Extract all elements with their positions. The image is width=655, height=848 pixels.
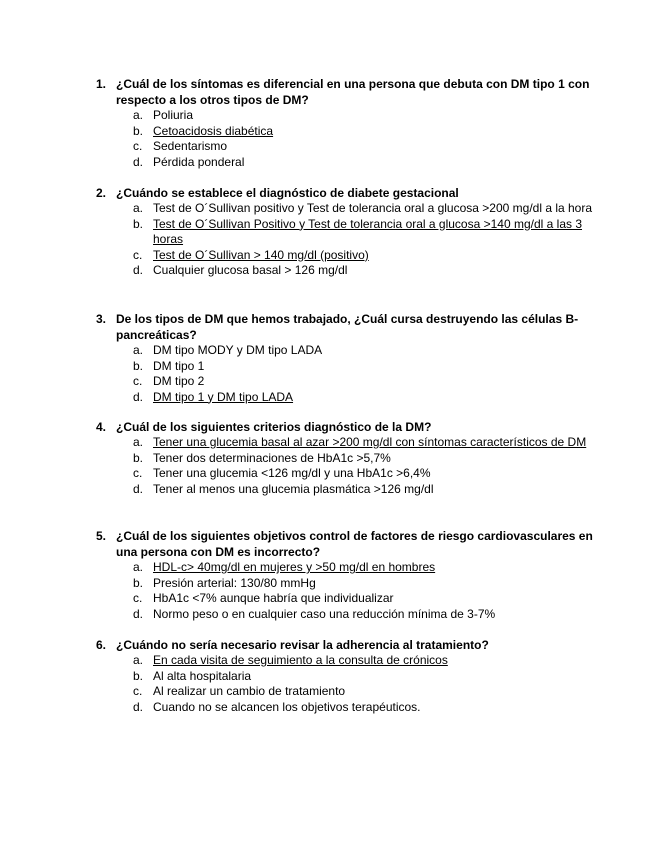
option-list [96, 560, 596, 622]
option-list [96, 108, 596, 170]
option [133, 435, 596, 451]
question-number: 3. [96, 312, 107, 326]
option-label: b. [133, 216, 144, 231]
option [133, 700, 596, 716]
option-text: DM tipo 1 [153, 358, 205, 373]
option [133, 217, 596, 248]
option-text: DM tipo 2 [153, 374, 205, 388]
option [133, 466, 596, 482]
option [133, 390, 596, 406]
option-text: Test de O´Sullivan > 140 mg/dl (positivo) [153, 247, 369, 262]
option-list [96, 343, 596, 405]
option-text: DM tipo MODY y DM tipo LADA [153, 343, 323, 357]
option [133, 482, 596, 498]
option-label: c. [133, 466, 143, 480]
option-label: c. [133, 247, 143, 262]
option [133, 108, 596, 124]
option-label: a. [133, 108, 144, 122]
option [133, 653, 596, 669]
question-text: ¿Cuándo no sería necesario revisar la adherencia al tratamiento? [116, 638, 489, 652]
option-text: Tener una glucemia <126 mg/dl y una HbA1c >6,4% [153, 466, 431, 480]
question-text: ¿Cuál de los siguientes objetivos control de factores de riesgo cardiovasculares en una persona con DM es incorrecto? [116, 529, 593, 559]
option-text: Al realizar un cambio de tratamiento [153, 684, 346, 698]
option-text: Tener una glucemia basal al azar >200 mg/dl con síntomas característicos de DM [153, 435, 587, 449]
option-label: b. [133, 450, 144, 465]
option-text: Test de O´Sullivan positivo y Test de tolerancia oral a glucosa >200 mg/dl a la hora [153, 201, 593, 215]
option-label: b. [133, 123, 144, 138]
option-label: d. [133, 606, 144, 621]
option-text: Pérdida ponderal [153, 154, 245, 169]
option [133, 591, 596, 607]
option [133, 576, 596, 592]
question-text: De los tipos de DM que hemos trabajado, ¿Cuál cursa destruyendo las células B-pancreáticas? [116, 312, 579, 342]
option-label: c. [133, 684, 143, 698]
option [133, 359, 596, 375]
option-label: d. [133, 699, 144, 714]
question-number: 5. [96, 529, 107, 543]
option-label: c. [133, 374, 143, 388]
option [133, 374, 596, 390]
option-label: d. [133, 154, 144, 169]
option-label: d. [133, 263, 144, 277]
question-text: ¿Cuál de los siguientes criterios diagnóstico de la DM? [116, 420, 432, 434]
question-1 [96, 76, 596, 170]
option-label: a. [133, 560, 144, 574]
option-label: d. [133, 389, 144, 404]
option-text: HDL-c> 40mg/dl en mujeres y >50 mg/dl en hombres [153, 560, 436, 574]
option [133, 451, 596, 467]
option-label: a. [133, 653, 144, 667]
option-label: b. [133, 358, 144, 373]
option-text: Sedentarismo [153, 139, 228, 153]
option-text: En cada visita de seguimiento a la consulta de crónicos [153, 653, 448, 667]
option-text: Al alta hospitalaria [153, 668, 252, 683]
question-number: 1. [96, 77, 107, 91]
option-text: Poliuria [153, 108, 194, 122]
option-text: HbA1c <7% aunque habría que individualizar [153, 591, 394, 605]
option-label: d. [133, 481, 144, 496]
option-label: a. [133, 435, 144, 449]
option [133, 124, 596, 140]
option-label: c. [133, 591, 143, 605]
option-list [96, 435, 596, 497]
option-label: b. [133, 668, 144, 683]
question-number: 6. [96, 638, 107, 652]
option [133, 263, 596, 279]
question-5 [96, 528, 596, 622]
option [133, 248, 596, 264]
option-text: Presión arterial: 130/80 mmHg [153, 575, 316, 590]
question-6 [96, 637, 596, 715]
question-text: ¿Cuándo se establece el diagnóstico de diabete gestacional [116, 186, 459, 200]
question-3 [96, 311, 596, 405]
option-text: Cetoacidosis diabética [153, 123, 274, 138]
question-2 [96, 185, 596, 279]
option [133, 684, 596, 700]
option [133, 155, 596, 171]
question-text: ¿Cuál de los síntomas es diferencial en una persona que debuta con DM tipo 1 con respecto a los otros tipos de DM? [116, 77, 590, 107]
option-list [96, 653, 596, 715]
option [133, 201, 596, 217]
option-label: a. [133, 343, 144, 357]
question-number: 2. [96, 186, 107, 200]
option-list [96, 201, 596, 279]
option-text: Test de O´Sullivan Positivo y Test de tolerancia oral a glucosa >140 mg/dl a las 3 horas [153, 216, 583, 246]
option [133, 669, 596, 685]
question-4 [96, 419, 596, 497]
option-text: Tener dos determinaciones de HbA1c >5,7% [153, 450, 391, 465]
option [133, 343, 596, 359]
option-text: Normo peso o en cualquier caso una reducción mínima de 3-7% [153, 606, 496, 621]
option-label: b. [133, 575, 144, 590]
option-text: Cuando no se alcancen los objetivos terapéuticos. [153, 699, 421, 714]
option-label: c. [133, 139, 143, 153]
option-text: DM tipo 1 y DM tipo LADA [153, 389, 294, 404]
question-number: 4. [96, 420, 107, 434]
option-text: Cualquier glucosa basal > 126 mg/dl [153, 263, 348, 277]
option [133, 139, 596, 155]
option [133, 607, 596, 623]
option-text: Tener al menos una glucemia plasmática >126 mg/dl [153, 481, 434, 496]
option [133, 560, 596, 576]
option-label: a. [133, 201, 144, 215]
